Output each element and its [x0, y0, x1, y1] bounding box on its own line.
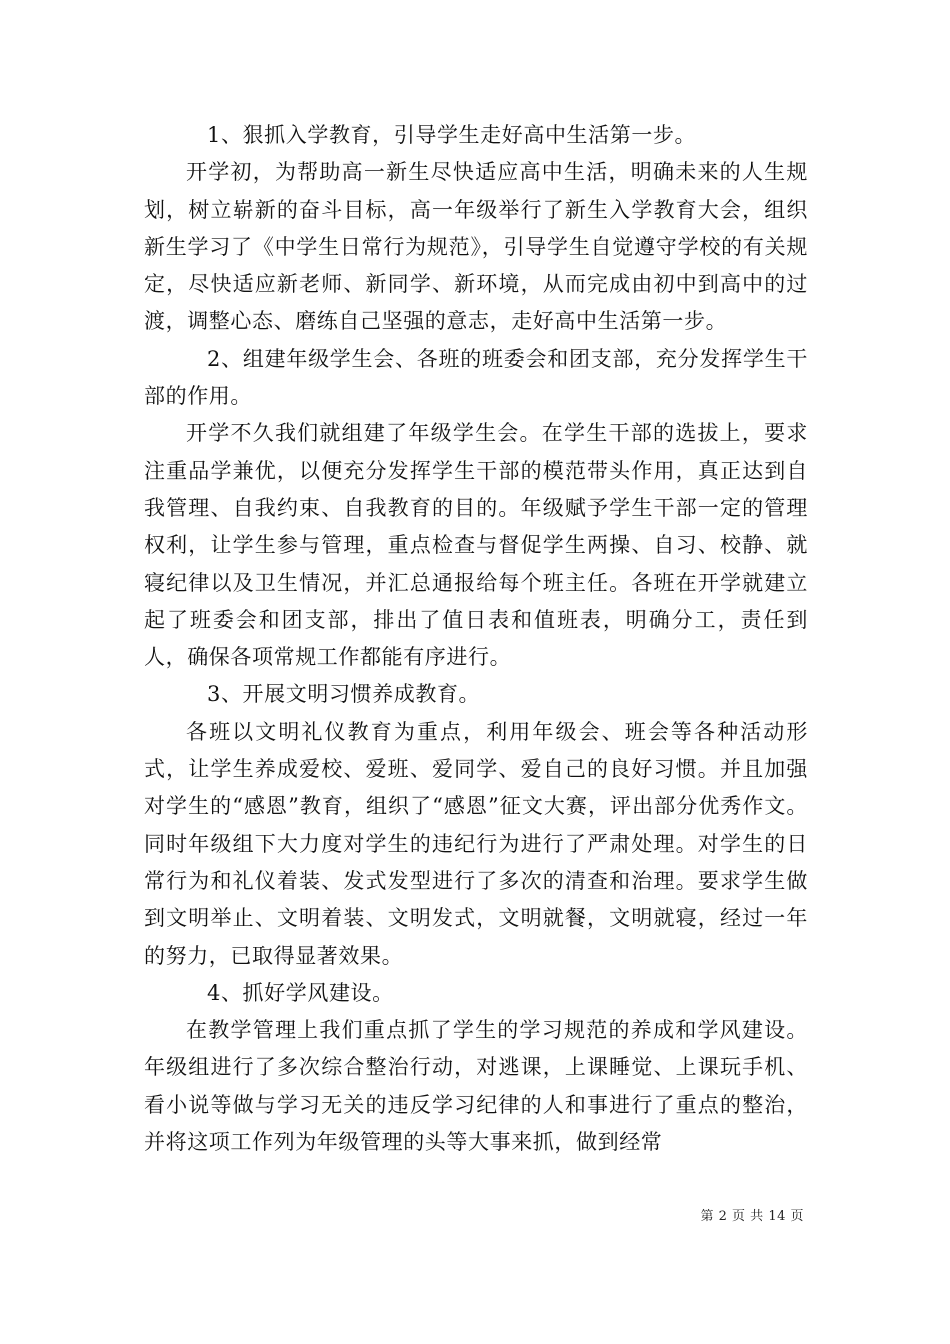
section-heading-3: 3、开展文明习惯养成教育。 — [207, 682, 481, 707]
section-heading-1: 1、狠抓入学教育，引导学生走好高中生活第一步。 — [207, 123, 697, 147]
body-paragraph-3: 各班以文明礼仪教育为重点，利用年级会、班会等各种活动形式，让学生养成爱校、爱班、爱同学、爱自己的良好习惯。并且加强对学生的“感恩”教育，组织了“感恩”征文大赛，评出部分优秀作文。同时年级组下大力度对学生的违纪行为进行了严肃处理。对学生的日常行为和礼仪着装、发式发型进行了多次的清查和治理。要求学生做到文明举止、文明着装、文明发式，文明就餐，文明就寝，经过一年的努力，已取得显著效果。 — [144, 719, 808, 968]
page-number-footer: 第 2 页 共 14 页 — [700, 1209, 804, 1224]
document-body — [144, 117, 808, 1161]
body-paragraph-1: 开学初，为帮助高一新生尽快适应高中生活，明确未来的人生规划，树立崭新的奋斗目标，高一年级举行了新生入学教育大会，组织新生学习了《中学生日常行为规范》，引导学生自觉遵守学校的有关规定，尽快适应新老师、新同学、新环境，从而完成由初中到高中的过渡，调整心态、磨练自己坚强的意志，走好高中生活第一步。 — [144, 160, 808, 334]
body-paragraph-4: 在教学管理上我们重点抓了学生的学习规范的养成和学风建设。年级组进行了多次综合整治行动，对逃课，上课睡觉、上课玩手机、看小说等做与学习无关的违反学习纪律的人和事进行了重点的整治，并将这项工作列为年级管理的头等大事来抓，做到经常 — [144, 1018, 808, 1155]
section-heading-2: 2、组建年级学生会、各班的班委会和团支部，充分发挥学生干部的作用。 — [144, 346, 808, 409]
section-heading-4: 4、抓好学风建设。 — [207, 980, 394, 1005]
body-paragraph-2: 开学不久我们就组建了年级学生会。在学生干部的选拔上，要求注重品学兼优，以便充分发挥学生干部的模范带头作用，真正达到自我管理、自我约束、自我教育的目的。年级赋予学生干部一定的管理权利，让学生参与管理，重点检查与督促学生两操、自习、校静、就寝纪律以及卫生情况，并汇总通报给每个班主任。各班在开学就建立起了班委会和团支部，排出了值日表和值班表，明确分工，责任到人，确保各项常规工作都能有序进行。 — [144, 421, 808, 670]
